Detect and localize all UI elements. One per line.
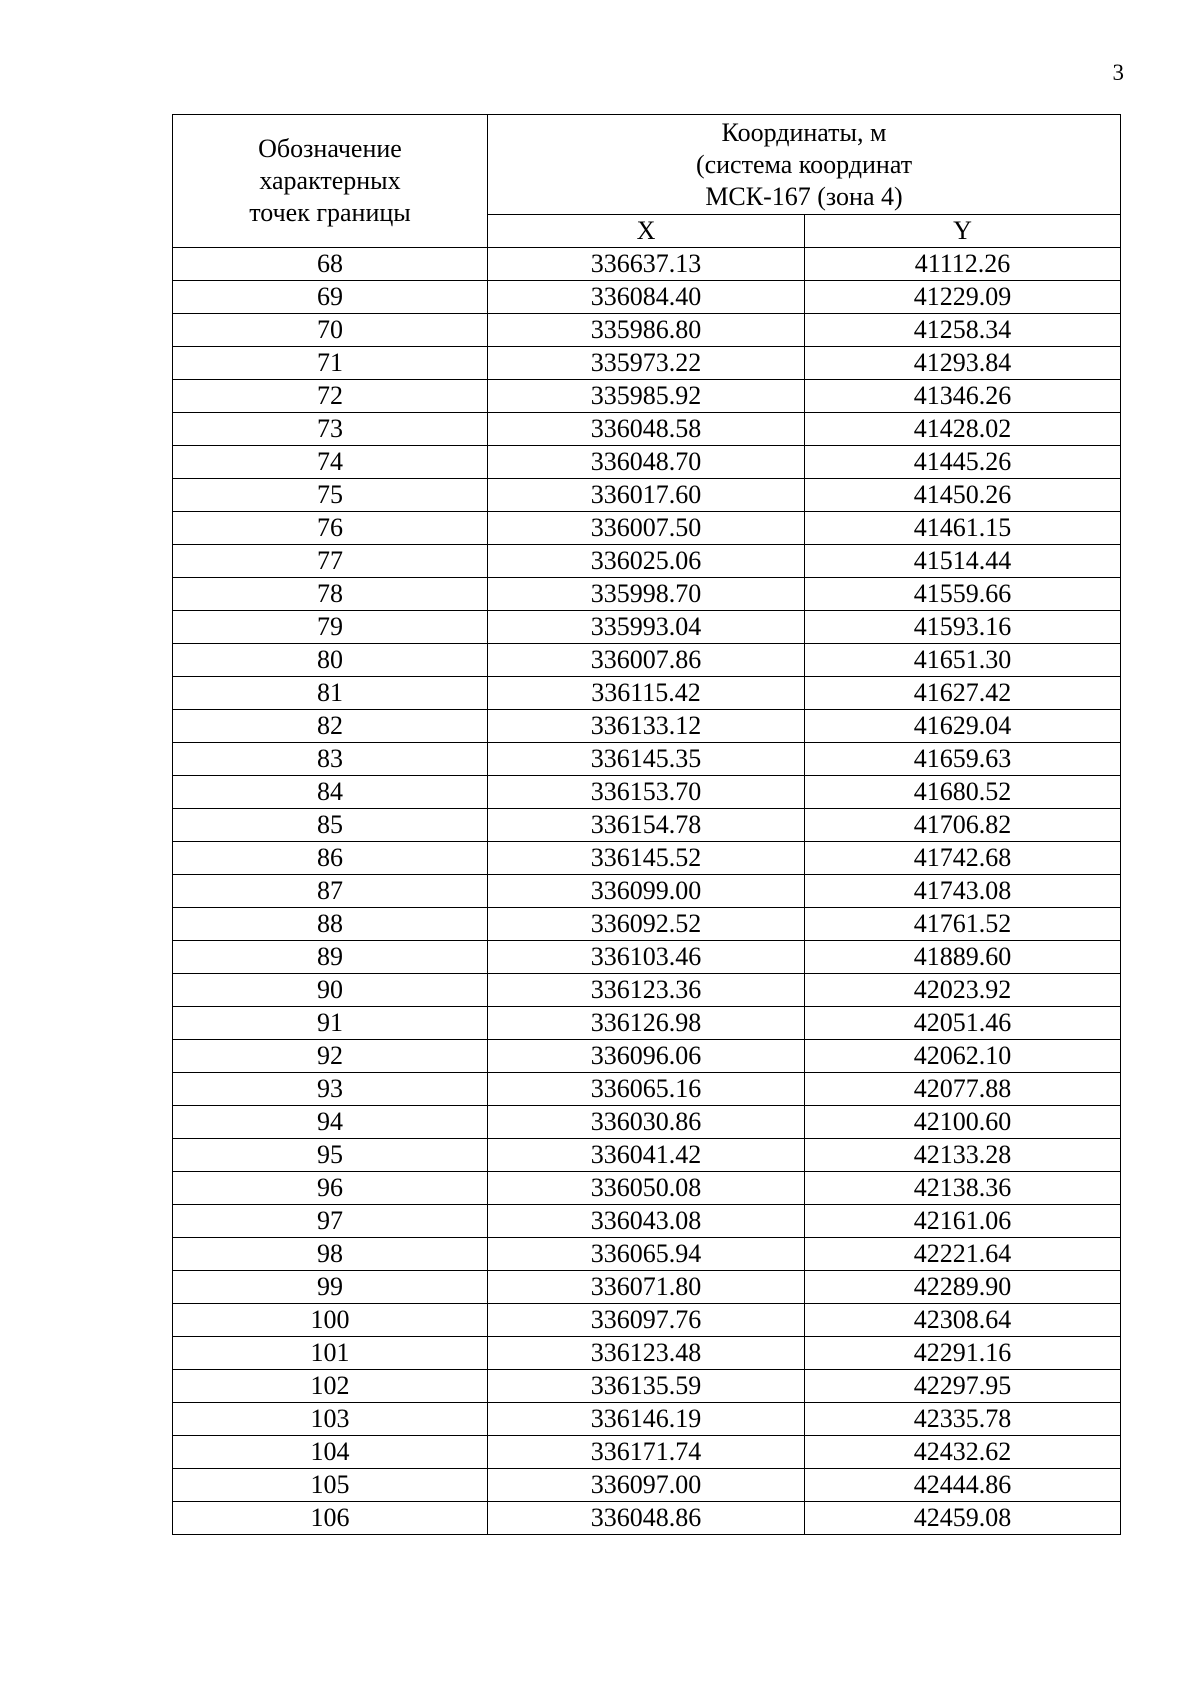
table-row [173,281,1121,314]
point-cell: 79 [173,611,488,644]
table-row [173,1436,1121,1469]
table-body [173,248,1121,1535]
x-cell: 336050.08 [488,1172,805,1205]
x-cell: 336133.12 [488,710,805,743]
y-cell: 41743.08 [805,875,1121,908]
x-cell: 336097.76 [488,1304,805,1337]
y-cell: 42138.36 [805,1172,1121,1205]
x-cell: 336146.19 [488,1403,805,1436]
y-cell: 42062.10 [805,1040,1121,1073]
y-cell: 41889.60 [805,941,1121,974]
point-cell: 68 [173,248,488,281]
x-cell: 336171.74 [488,1436,805,1469]
x-cell: 336103.46 [488,941,805,974]
table-row [173,1106,1121,1139]
point-cell: 77 [173,545,488,578]
point-cell: 87 [173,875,488,908]
table-row [173,842,1121,875]
x-cell: 336017.60 [488,479,805,512]
table-row [173,1172,1121,1205]
y-cell: 41428.02 [805,413,1121,446]
x-cell: 336025.06 [488,545,805,578]
table-row [173,743,1121,776]
point-cell: 85 [173,809,488,842]
y-cell: 42289.90 [805,1271,1121,1304]
y-cell: 42161.06 [805,1205,1121,1238]
table-row [173,1040,1121,1073]
point-cell: 74 [173,446,488,479]
table-row [173,1304,1121,1337]
x-cell: 335985.92 [488,380,805,413]
point-cell: 80 [173,644,488,677]
table-row [173,1469,1121,1502]
x-cell: 336030.86 [488,1106,805,1139]
point-designation-header [173,115,488,248]
point-cell: 94 [173,1106,488,1139]
table-row [173,974,1121,1007]
coordinates-table [172,114,1121,1535]
x-cell: 336065.94 [488,1238,805,1271]
x-cell: 336007.50 [488,512,805,545]
point-cell: 105 [173,1469,488,1502]
page-number: 3 [1112,60,1124,85]
table-row [173,611,1121,644]
table-row [173,380,1121,413]
x-cell: 336048.58 [488,413,805,446]
y-cell: 41593.16 [805,611,1121,644]
x-cell: 336048.70 [488,446,805,479]
point-cell: 98 [173,1238,488,1271]
table-row [173,446,1121,479]
y-cell: 41761.52 [805,908,1121,941]
coords-header-line: Координаты, м [721,118,887,147]
x-cell: 336041.42 [488,1139,805,1172]
table-row [173,1403,1121,1436]
point-cell: 92 [173,1040,488,1073]
x-cell: 336154.78 [488,809,805,842]
y-cell: 41742.68 [805,842,1121,875]
point-cell: 106 [173,1502,488,1535]
point-header-line: точек границы [249,198,411,227]
point-cell: 102 [173,1370,488,1403]
y-cell: 41112.26 [805,248,1121,281]
x-cell: 336097.00 [488,1469,805,1502]
table-row [173,1007,1121,1040]
x-cell: 336092.52 [488,908,805,941]
point-cell: 93 [173,1073,488,1106]
point-cell: 73 [173,413,488,446]
x-cell: 336099.00 [488,875,805,908]
point-header-line: Обозначение [258,134,402,163]
y-cell: 41514.44 [805,545,1121,578]
y-cell: 41450.26 [805,479,1121,512]
y-cell: 42221.64 [805,1238,1121,1271]
y-cell: 42100.60 [805,1106,1121,1139]
table-row [173,875,1121,908]
point-cell: 100 [173,1304,488,1337]
x-cell: 335986.80 [488,314,805,347]
point-cell: 91 [173,1007,488,1040]
point-cell: 78 [173,578,488,611]
point-cell: 82 [173,710,488,743]
point-cell: 72 [173,380,488,413]
table-row [173,1271,1121,1304]
y-cell: 42459.08 [805,1502,1121,1535]
y-cell: 41559.66 [805,578,1121,611]
table-row [173,545,1121,578]
y-cell: 41651.30 [805,644,1121,677]
point-cell: 104 [173,1436,488,1469]
table-row [173,314,1121,347]
x-cell: 336126.98 [488,1007,805,1040]
x-cell: 336065.16 [488,1073,805,1106]
x-cell: 336071.80 [488,1271,805,1304]
table-row [173,941,1121,974]
point-cell: 75 [173,479,488,512]
y-cell: 41659.63 [805,743,1121,776]
table-row [173,1139,1121,1172]
y-cell: 41445.26 [805,446,1121,479]
table-row [173,1073,1121,1106]
x-cell: 336637.13 [488,248,805,281]
y-cell: 42077.88 [805,1073,1121,1106]
y-cell: 42051.46 [805,1007,1121,1040]
point-cell: 103 [173,1403,488,1436]
table-header [173,115,1121,248]
point-cell: 101 [173,1337,488,1370]
y-cell: 42444.86 [805,1469,1121,1502]
coords-header-line: МСК-167 (зона 4) [705,182,903,211]
x-cell: 336115.42 [488,677,805,710]
y-cell: 42297.95 [805,1370,1121,1403]
x-cell: 336123.36 [488,974,805,1007]
table-row [173,1205,1121,1238]
coords-header-line: (система координат [695,150,913,179]
point-cell: 96 [173,1172,488,1205]
x-cell: 336043.08 [488,1205,805,1238]
point-cell: 86 [173,842,488,875]
x-cell: 336123.48 [488,1337,805,1370]
point-cell: 84 [173,776,488,809]
y-cell: 41258.34 [805,314,1121,347]
table-row [173,1337,1121,1370]
table-row [173,248,1121,281]
point-cell: 76 [173,512,488,545]
y-cell: 41629.04 [805,710,1121,743]
point-cell: 83 [173,743,488,776]
table-row [173,1238,1121,1271]
table-row [173,347,1121,380]
point-cell: 70 [173,314,488,347]
y-cell: 42291.16 [805,1337,1121,1370]
x-cell: 336153.70 [488,776,805,809]
y-cell: 41627.42 [805,677,1121,710]
x-cell: 336145.35 [488,743,805,776]
coordinates-header [488,115,1121,215]
y-cell: 42308.64 [805,1304,1121,1337]
point-cell: 99 [173,1271,488,1304]
x-column-header: X [488,215,805,248]
x-cell: 336135.59 [488,1370,805,1403]
y-cell: 41346.26 [805,380,1121,413]
point-cell: 81 [173,677,488,710]
table-row [173,776,1121,809]
x-cell: 335998.70 [488,578,805,611]
y-cell: 41293.84 [805,347,1121,380]
y-cell: 42335.78 [805,1403,1121,1436]
table-row [173,413,1121,446]
table-row [173,677,1121,710]
y-cell: 41461.15 [805,512,1121,545]
y-cell: 41706.82 [805,809,1121,842]
table-row [173,1502,1121,1535]
table-row [173,479,1121,512]
point-cell: 97 [173,1205,488,1238]
x-cell: 335993.04 [488,611,805,644]
table-row [173,512,1121,545]
table-row [173,644,1121,677]
point-cell: 88 [173,908,488,941]
table-row [173,1370,1121,1403]
point-cell: 95 [173,1139,488,1172]
point-cell: 69 [173,281,488,314]
table-row [173,578,1121,611]
table-row [173,809,1121,842]
x-cell: 335973.22 [488,347,805,380]
x-cell: 336145.52 [488,842,805,875]
y-cell: 41229.09 [805,281,1121,314]
y-cell: 41680.52 [805,776,1121,809]
y-cell: 42432.62 [805,1436,1121,1469]
x-cell: 336096.06 [488,1040,805,1073]
y-column-header: Y [805,215,1121,248]
x-cell: 336084.40 [488,281,805,314]
point-cell: 71 [173,347,488,380]
table-row [173,908,1121,941]
table-row [173,710,1121,743]
point-cell: 90 [173,974,488,1007]
y-cell: 42023.92 [805,974,1121,1007]
x-cell: 336048.86 [488,1502,805,1535]
x-cell: 336007.86 [488,644,805,677]
y-cell: 42133.28 [805,1139,1121,1172]
point-cell: 89 [173,941,488,974]
point-header-line: характерных [259,166,401,195]
